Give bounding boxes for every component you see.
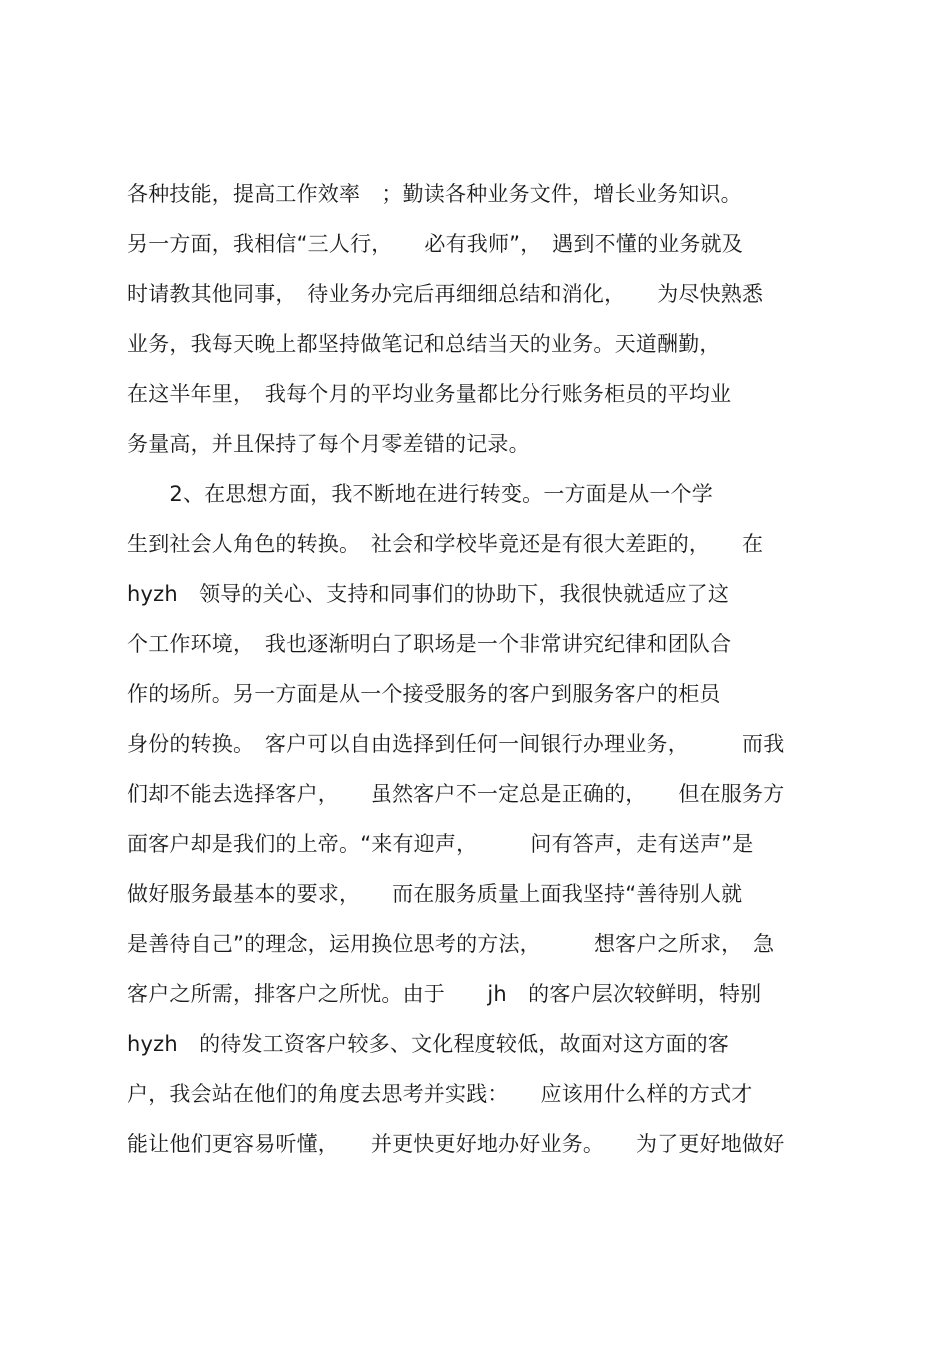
text-line: 生到社会人角色的转换。 社会和学校毕竟还是有很大差距的， 在 xyxy=(127,532,764,556)
text-line: 是善待自己”的理念，运用换位思考的方法， 想客户之所求， 急 xyxy=(127,932,775,956)
text-line: 客户之所需，排客户之所忧。由于 jh 的客户层次较鲜明，特别 xyxy=(127,982,762,1006)
text-line: 作的场所。另一方面是从一个接受服务的客户到服务客户的柜员 xyxy=(127,682,721,706)
text-line: 务量高，并且保持了每个月零差错的记录。 xyxy=(127,432,530,456)
text-line: 们却不能去选择客户， 虽然客户不一定总是正确的， 但在服务方 xyxy=(127,782,785,806)
text-line: 能让他们更容易听懂， 并更快更好地办好业务。 为了更好地做好 xyxy=(127,1132,785,1156)
text-line: 面客户却是我们的上帝。“来有迎声， 问有答声，走有送声”是 xyxy=(127,832,754,856)
text-line: 个工作环境， 我也逐渐明白了职场是一个非常讲究纪律和团队合 xyxy=(127,632,732,656)
text-line: 各种技能，提高工作效率 ；勤读各种业务文件，增长业务知识。 xyxy=(127,182,742,206)
text-line: 时请教其他同事， 待业务办完后再细细总结和消化， 为尽快熟悉 xyxy=(127,282,764,306)
text-line: 在这半年里， 我每个月的平均业务量都比分行账务柜员的平均业 xyxy=(127,382,732,406)
paragraph-start-line: 2、在思想方面，我不断地在进行转变。一方面是从一个学 xyxy=(127,482,713,506)
text-line: 身份的转换。 客户可以自由选择到任何一间银行办理业务， 而我 xyxy=(127,732,785,756)
text-line: 户，我会站在他们的角度去思考并实践： 应该用什么样的方式才 xyxy=(127,1082,753,1106)
text-line: 做好服务最基本的要求， 而在服务质量上面我坚持“善待别人就 xyxy=(127,882,743,906)
text-line: 业务，我每天晚上都坚持做笔记和总结当天的业务。天道酬勤， xyxy=(127,332,721,356)
text-line: hyzh 领导的关心、支持和同事们的协助下，我很快就适应了这 xyxy=(127,582,730,606)
text-line: 另一方面，我相信“三人行， 必有我师”， 遇到不懂的业务就及 xyxy=(127,232,743,256)
text-line: hyzh 的待发工资客户较多、文化程度较低，故面对这方面的客 xyxy=(127,1032,730,1056)
